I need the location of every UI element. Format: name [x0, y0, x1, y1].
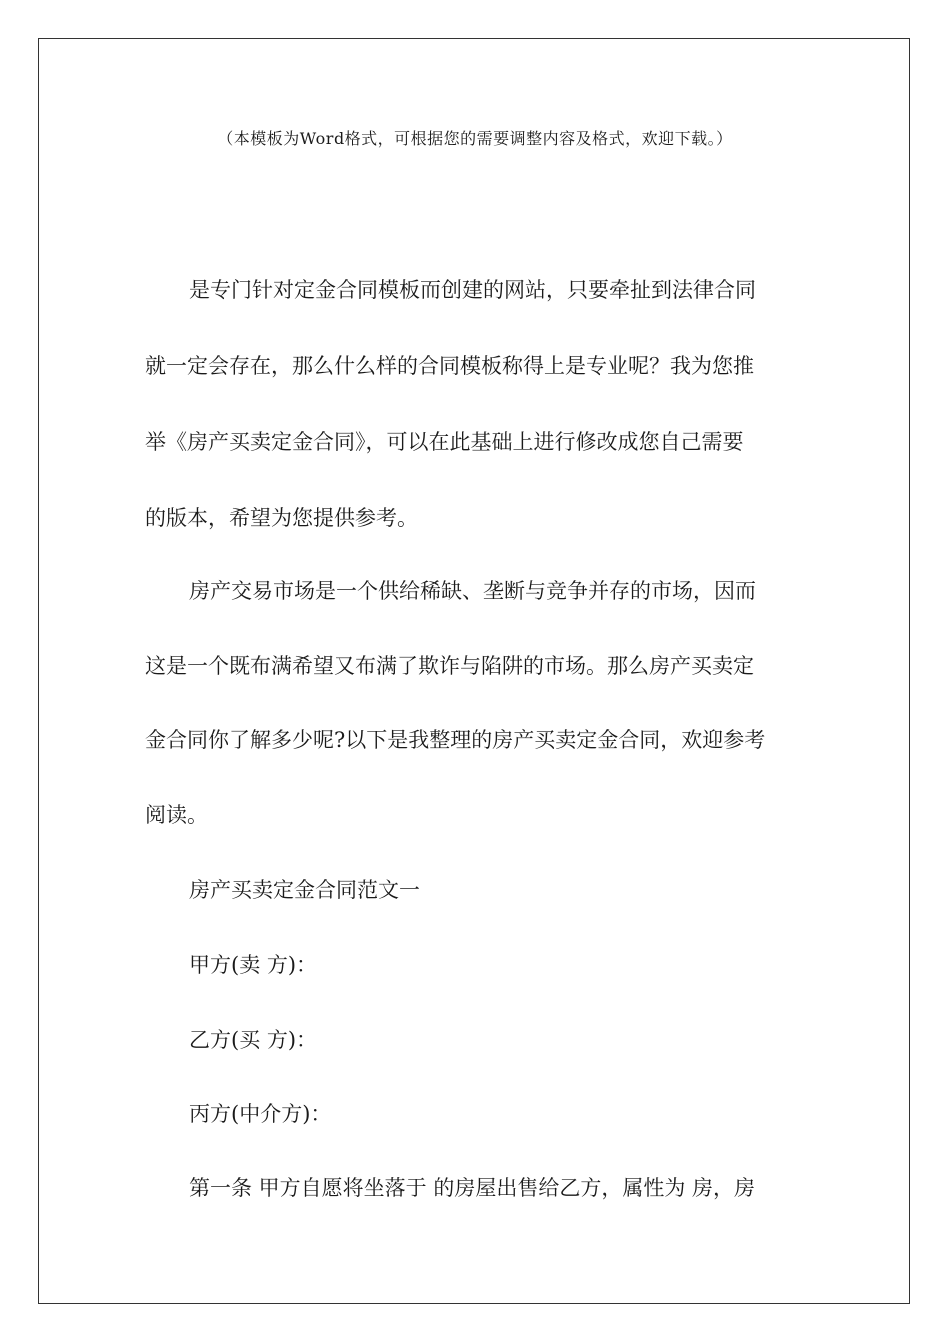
- party-a-line: 甲方(卖 方)：: [189, 953, 318, 977]
- section-title: 房产买卖定金合同范文一: [189, 878, 420, 902]
- paragraph-2-line-1: 房产交易市场是一个供给稀缺、垄断与竞争并存的市场，因而: [189, 579, 756, 603]
- paragraph-1-line-4: 的版本，希望为您提供参考。: [145, 506, 418, 530]
- paragraph-1-line-2: 就一定会存在，那么什么样的合同模板称得上是专业呢？我为您推: [145, 354, 754, 378]
- paragraph-1-line-1: 是专门针对定金合同模板而创建的网站，只要牵扯到法律合同: [189, 278, 756, 302]
- article-1-line: 第一条 甲方自愿将坐落于 的房屋出售给乙方，属性为 房，房: [189, 1176, 756, 1200]
- party-c-line: 丙方(中介方)：: [189, 1102, 332, 1126]
- paragraph-2-line-3: 金合同你了解多少呢?以下是我整理的房产买卖定金合同，欢迎参考: [145, 728, 766, 752]
- paragraph-2-line-4: 阅读。: [145, 803, 208, 827]
- template-notice: （本模板为Word格式，可根据您的需要调整内容及格式，欢迎下载。）: [217, 129, 733, 148]
- party-b-line: 乙方(买 方)：: [189, 1028, 318, 1052]
- paragraph-2-line-2: 这是一个既布满希望又布满了欺诈与陷阱的市场。那么房产买卖定: [145, 654, 754, 678]
- paragraph-1-line-3: 举《房产买卖定金合同》，可以在此基础上进行修改成您自己需要: [145, 430, 744, 454]
